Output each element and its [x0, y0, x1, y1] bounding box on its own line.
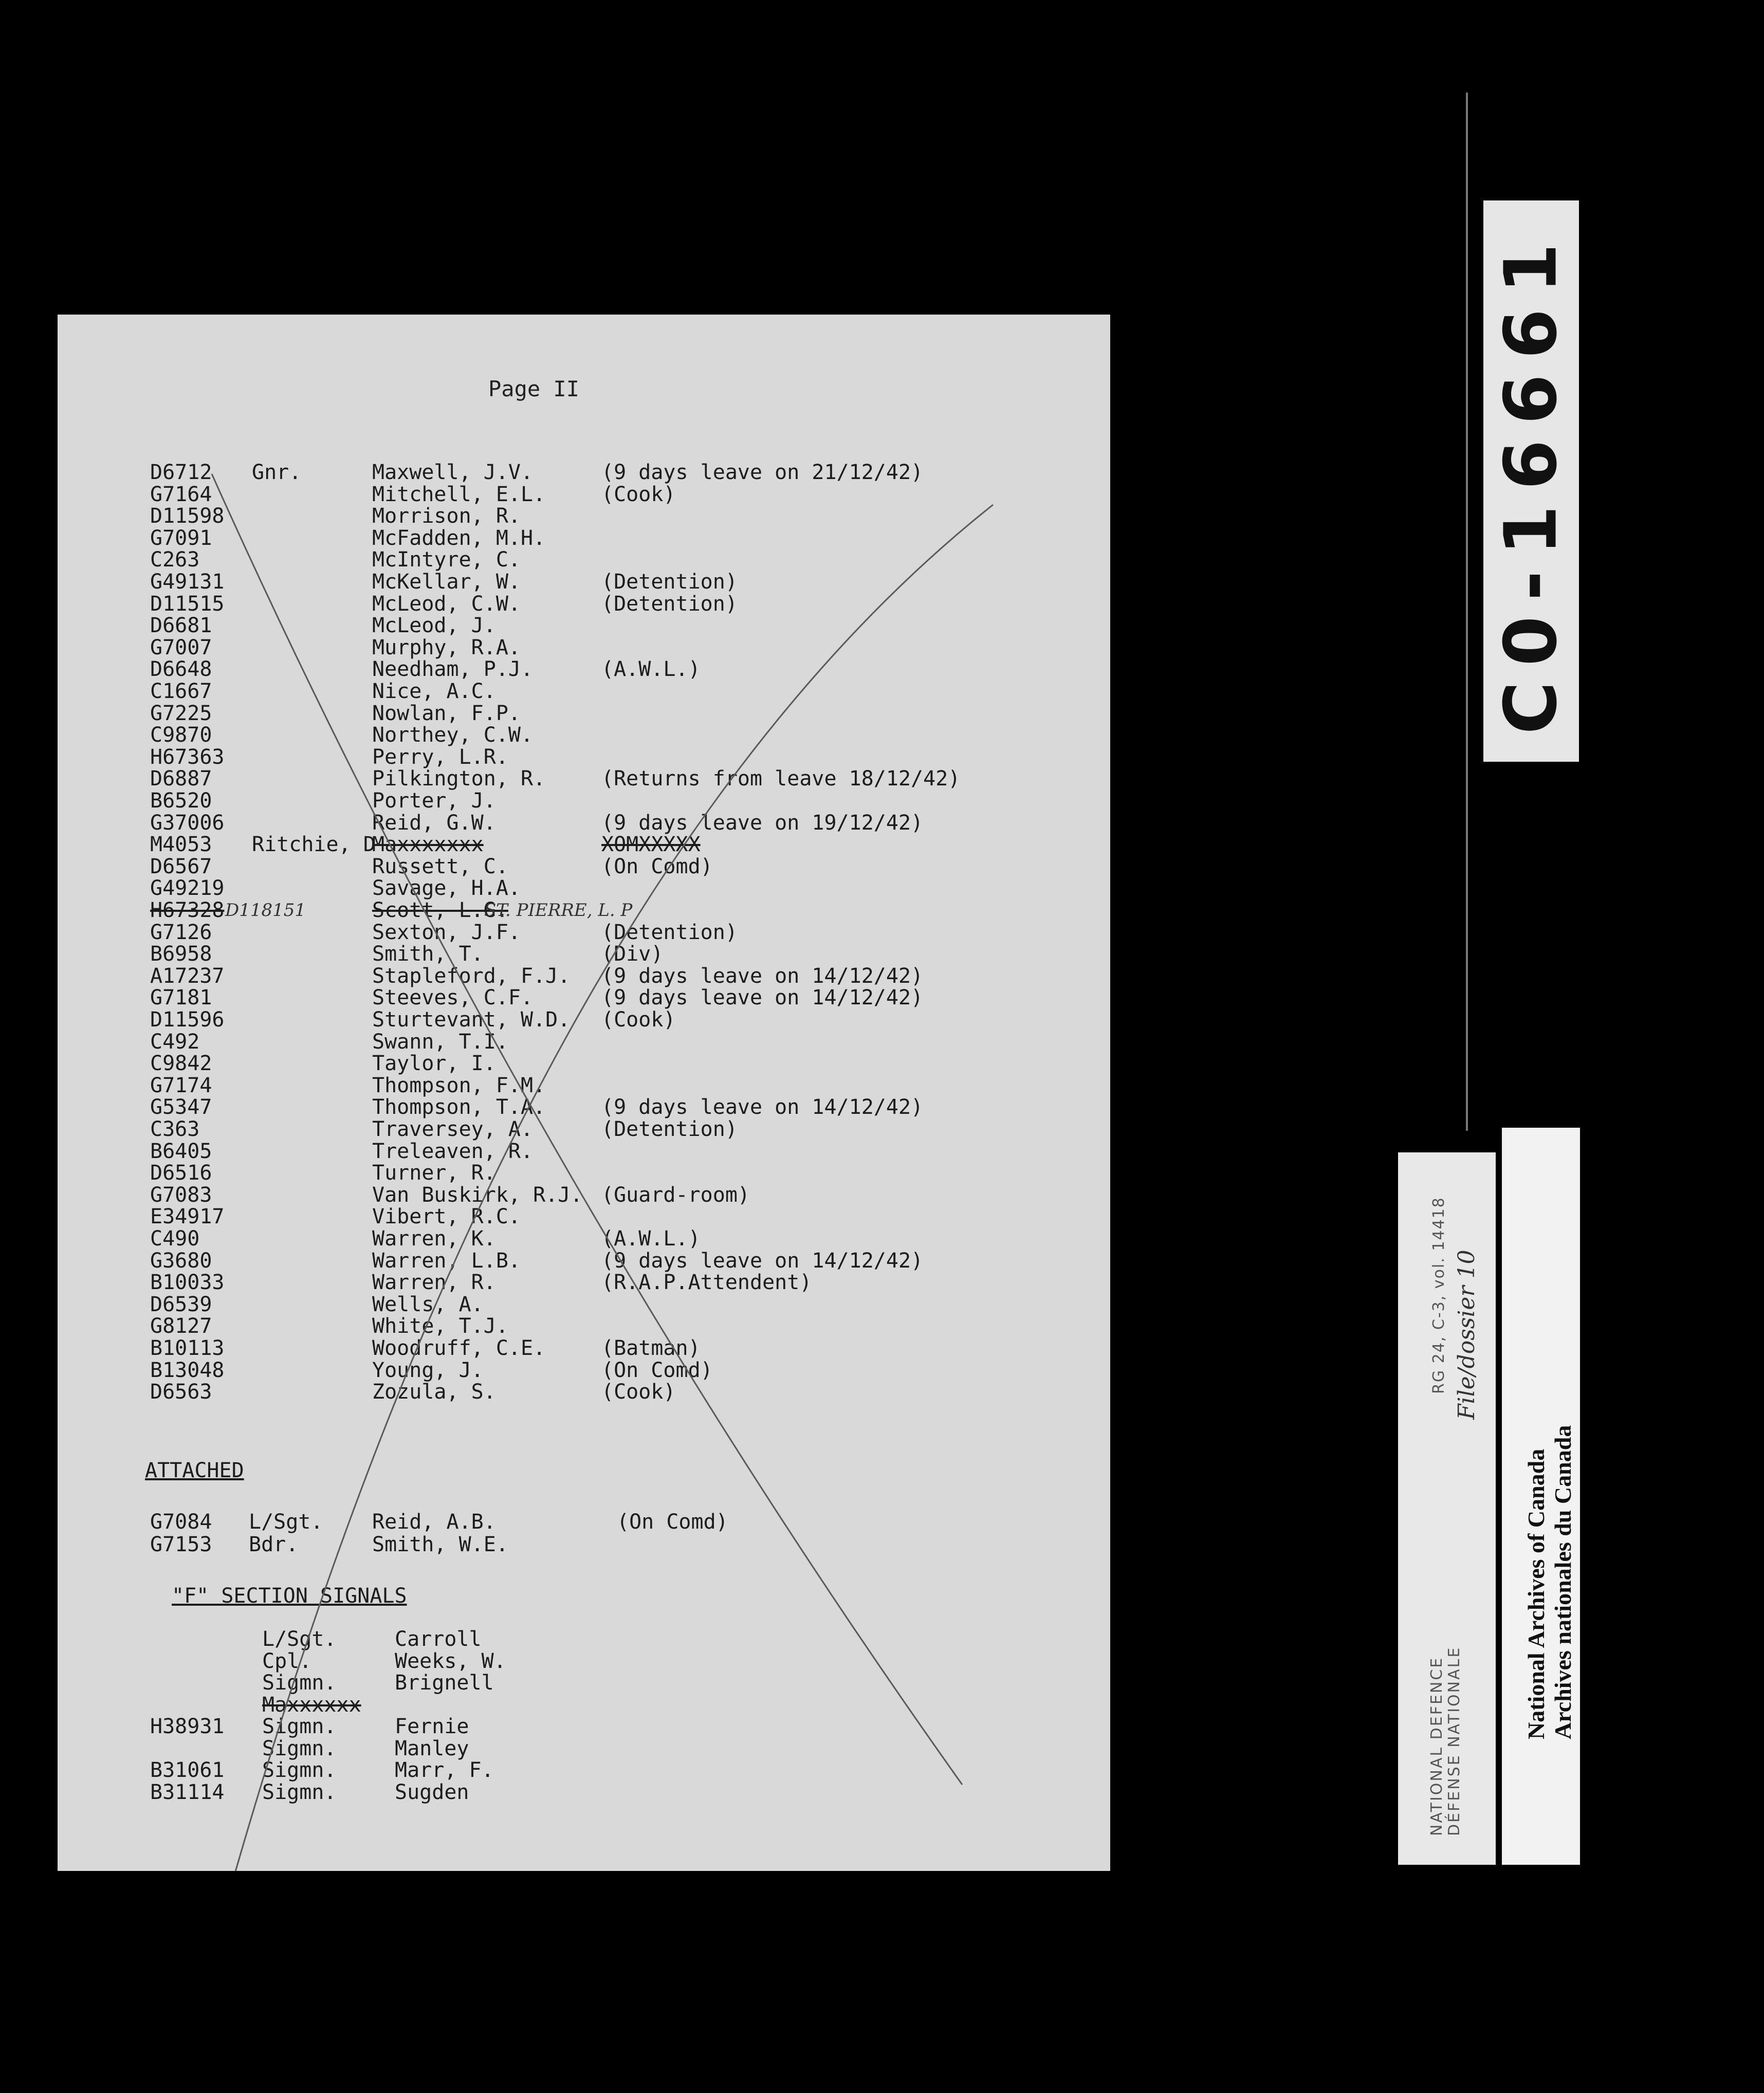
soldier-name: Porter, J.	[372, 789, 496, 813]
service-number: A17237	[150, 964, 225, 988]
rank: D118151	[225, 900, 306, 921]
defense-nationale-text: DÉFENSE NATIONALE	[1445, 1646, 1463, 1836]
soldier-name: Marr, F.	[395, 1758, 494, 1782]
service-number: G3680	[150, 1249, 212, 1273]
service-number: D6539	[150, 1292, 212, 1316]
file-reference-card	[1398, 1152, 1496, 1865]
soldier-name: Needham, P.J.	[372, 657, 534, 682]
status-note: (Batman)	[601, 1336, 701, 1360]
soldier-name: Van Buskirk, R.J.	[372, 1183, 583, 1207]
reel-number: C0-16661	[1489, 228, 1573, 735]
service-number: B13048	[150, 1358, 225, 1382]
status-note: ST. PIERRE, L. P	[484, 900, 633, 921]
rank: Sigmn.	[262, 1758, 337, 1782]
rank: Sigmn.	[262, 1671, 337, 1695]
soldier-name: Treleaven, R.	[372, 1139, 534, 1163]
rank: Cpl.	[262, 1649, 312, 1673]
status-note: (9 days leave on 14/12/42)	[601, 986, 924, 1010]
status-note: (A.W.L.)	[601, 1227, 701, 1251]
divider-line	[1466, 93, 1468, 1131]
service-number: H67328	[150, 898, 225, 922]
status-note: (9 days leave on 14/12/42)	[601, 964, 924, 988]
service-number: G49131	[150, 570, 225, 594]
soldier-name: Perry, L.R.	[372, 745, 508, 769]
status-note: (A.W.L.)	[601, 657, 701, 682]
service-number: C363	[150, 1117, 200, 1141]
status-note: (R.A.P.Attendent)	[601, 1271, 812, 1295]
soldier-name: Maxxxxxxx	[372, 833, 484, 857]
rank: L/Sgt.	[262, 1627, 337, 1651]
service-number: B31114	[150, 1780, 225, 1804]
soldier-name: Sexton, J.F.	[372, 920, 521, 944]
service-number: G5347	[150, 1095, 212, 1119]
service-number: C490	[150, 1227, 200, 1251]
service-number: C9842	[150, 1052, 212, 1076]
service-number: D11515	[150, 592, 225, 616]
soldier-name: Carroll	[395, 1627, 482, 1651]
status-note: (On Comd)	[601, 854, 713, 878]
service-number: D11596	[150, 1008, 225, 1032]
service-number: G7083	[150, 1183, 212, 1207]
soldier-name: Manley	[395, 1736, 469, 1760]
service-number: M4053	[150, 833, 212, 857]
soldier-name: Warren, R.	[372, 1271, 496, 1295]
service-number: D6648	[150, 657, 212, 682]
status-note: (Guard-room)	[601, 1183, 750, 1207]
document-page	[58, 315, 1110, 1871]
status-note: (Cook)	[601, 482, 676, 506]
service-number: G7181	[150, 986, 212, 1010]
service-number: C9870	[150, 723, 212, 747]
soldier-name: Stapleford, F.J.	[372, 964, 571, 988]
rank: Sigmn.	[262, 1715, 337, 1738]
service-number: B6405	[150, 1139, 212, 1163]
soldier-name: Sturtevant, W.D.	[372, 1008, 571, 1032]
service-number: G49219	[150, 876, 225, 901]
soldier-name: Traversey, A.	[372, 1117, 534, 1141]
national-defence-text: NATIONAL DEFENCE	[1428, 1656, 1446, 1836]
service-number: E34917	[150, 1205, 225, 1229]
service-number: H67363	[150, 745, 225, 769]
status-note: (Cook)	[601, 1008, 676, 1032]
soldier-name: Smith, W.E.	[372, 1533, 508, 1556]
status-note: (Cook)	[601, 1380, 676, 1404]
soldier-name: Nice, A.C.	[372, 680, 496, 703]
service-number: G7091	[150, 526, 212, 550]
service-number: C492	[150, 1030, 200, 1054]
service-number: C263	[150, 548, 200, 572]
service-number: D6563	[150, 1380, 212, 1404]
status-note: (9 days leave on 19/12/42)	[601, 811, 924, 835]
status-note: (Detention)	[601, 570, 738, 594]
soldier-name: Brignell	[395, 1671, 494, 1695]
soldier-name: White, T.J.	[372, 1314, 508, 1338]
service-number: D6516	[150, 1161, 212, 1185]
status-note: (9 days leave on 14/12/42)	[601, 1095, 924, 1119]
record-group-text: RG 24, C-3, vol. 14418	[1430, 1197, 1448, 1394]
soldier-name: Woodruff, C.E.	[372, 1336, 546, 1360]
status-note: (Detention)	[601, 1117, 738, 1141]
service-number: B10113	[150, 1336, 225, 1360]
service-number: G7126	[150, 920, 212, 944]
rank: L/Sgt.	[249, 1510, 323, 1534]
soldier-name: Weeks, W.	[395, 1649, 506, 1673]
service-number: G7174	[150, 1073, 212, 1097]
soldier-name: McFadden, M.H.	[372, 526, 546, 550]
soldier-name: Pilkington, R.	[372, 767, 546, 791]
soldier-name: Steeves, C.F.	[372, 986, 534, 1010]
soldier-name: McLeod, C.W.	[372, 592, 521, 616]
service-number: H38931	[150, 1715, 225, 1738]
soldier-name: Wells, A.	[372, 1292, 484, 1316]
file-dossier-text: File/dossier 10	[1454, 1250, 1480, 1420]
service-number: G37006	[150, 811, 225, 835]
soldier-name: Sugden	[395, 1780, 469, 1804]
service-number: G7007	[150, 635, 212, 659]
soldier-name: Reid, G.W.	[372, 811, 496, 835]
attached-heading: ATTACHED	[145, 1459, 244, 1482]
soldier-name: Warren, K.	[372, 1227, 496, 1251]
status-note: (On Comd)	[601, 1358, 713, 1382]
rank: Sigmn.	[262, 1736, 337, 1760]
soldier-name: Thompson, T.A.	[372, 1095, 546, 1119]
soldier-name: Morrison, R.	[372, 504, 521, 528]
service-number: B31061	[150, 1758, 225, 1782]
soldier-name: Fernie	[395, 1715, 469, 1738]
soldier-name: McIntyre, C.	[372, 548, 521, 572]
status-note: (Detention)	[601, 920, 738, 944]
status-note: XOMXXXXX	[601, 833, 701, 857]
service-number: G7084	[150, 1510, 212, 1534]
cross-out-mark	[58, 315, 1110, 1871]
archives-name-en: National Archives of Canada	[1523, 1448, 1549, 1739]
soldier-name: McKellar, W.	[372, 570, 521, 594]
soldier-name: McLeod, J.	[372, 614, 496, 638]
rank: Ritchie, D	[252, 833, 376, 857]
status-note: (9 days leave on 14/12/42)	[601, 1249, 924, 1273]
rank: Maxxxxxx	[262, 1693, 361, 1717]
rank: Sigmn.	[262, 1780, 337, 1804]
signals-heading: "F" SECTION SIGNALS	[172, 1584, 407, 1608]
service-number: D6681	[150, 614, 212, 638]
service-number: G8127	[150, 1314, 212, 1338]
soldier-name: Savage, H.A.	[372, 876, 521, 901]
service-number: B6958	[150, 942, 212, 966]
service-number: D6887	[150, 767, 212, 791]
soldier-name: Warren, L.B.	[372, 1249, 521, 1273]
soldier-name: Smith, T.	[372, 942, 484, 966]
rank: Bdr.	[249, 1533, 299, 1556]
soldier-name: Mitchell, E.L.	[372, 482, 546, 506]
service-number: G7153	[150, 1533, 212, 1556]
soldier-name: Nowlan, F.P.	[372, 701, 521, 725]
status-note: (Detention)	[601, 592, 738, 616]
service-number: B6520	[150, 789, 212, 813]
status-note: (9 days leave on 21/12/42)	[601, 461, 924, 484]
soldier-name: Scott, L.G.	[372, 898, 508, 922]
soldier-name: Maxwell, J.V.	[372, 461, 534, 484]
archives-card	[1502, 1128, 1580, 1865]
soldier-name: Taylor, I.	[372, 1052, 496, 1076]
soldier-name: Turner, R.	[372, 1161, 496, 1185]
service-number: B10033	[150, 1271, 225, 1295]
soldier-name: Young, J.	[372, 1358, 484, 1382]
service-number: C1667	[150, 680, 212, 703]
soldier-name: Reid, A.B.	[372, 1510, 496, 1534]
rank: Gnr.	[252, 461, 302, 484]
service-number: D6712	[150, 461, 212, 484]
soldier-name: Zozula, S.	[372, 1380, 496, 1404]
service-number: G7164	[150, 482, 212, 506]
page-title: Page II	[488, 376, 580, 401]
soldier-name: Thompson, F.M.	[372, 1073, 546, 1097]
soldier-name: Russett, C.	[372, 854, 508, 878]
soldier-name: Swann, T.I.	[372, 1030, 508, 1054]
service-number: D11598	[150, 504, 225, 528]
status-note: (On Comd)	[617, 1510, 728, 1534]
status-note: (Returns from leave 18/12/42)	[601, 767, 961, 791]
soldier-name: Northey, C.W.	[372, 723, 534, 747]
reel-number-label	[1483, 200, 1579, 762]
status-note: (Div)	[601, 942, 664, 966]
service-number: D6567	[150, 854, 212, 878]
archives-name-fr: Archives nationales du Canada	[1550, 1425, 1576, 1739]
soldier-name: Murphy, R.A.	[372, 635, 521, 659]
soldier-name: Vibert, R.C.	[372, 1205, 521, 1229]
service-number: G7225	[150, 701, 212, 725]
